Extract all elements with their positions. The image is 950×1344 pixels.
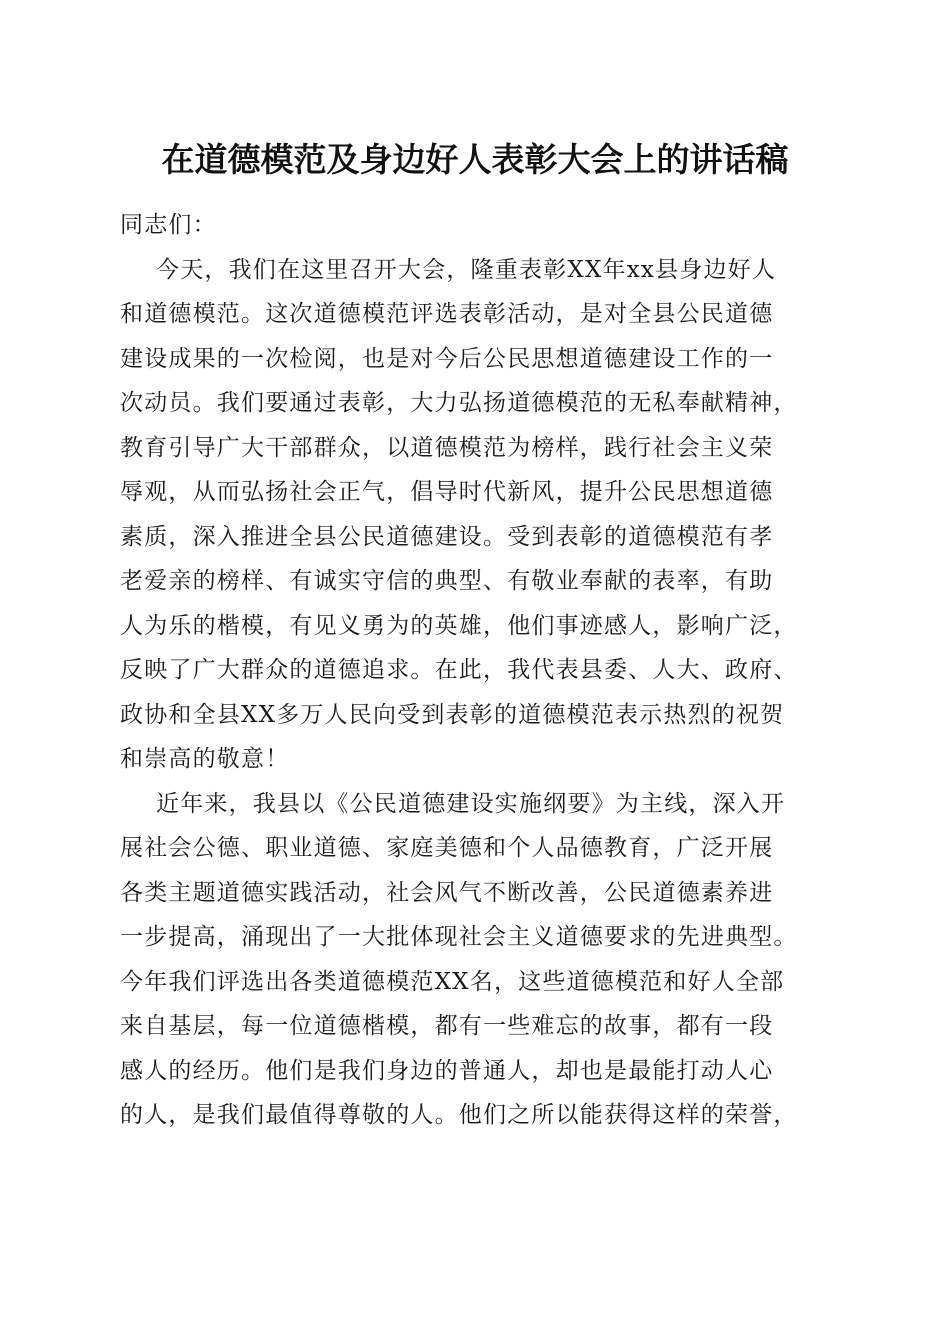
paragraph-line: 建设成果的一次检阅，也是对今后公民思想道德建设工作的一: [120, 345, 774, 372]
paragraph-line: 来自基层，每一位道德楷模，都有一些难忘的故事，都有一段: [120, 1013, 774, 1039]
paragraph-line: 今天，我们在这里召开大会，隆重表彰XX年xx县身边好人: [156, 256, 777, 283]
paragraph-line: 一步提高，涌现出了一大批体现社会主义道德要求的先进典型。: [120, 924, 798, 950]
paragraph-line: 近年来，我县以《公民道德建设实施纲要》为主线，深入开: [156, 790, 786, 817]
paragraph-line: 和崇高的敬意！: [120, 746, 290, 772]
paragraph-line: 的人，是我们最值得尊敬的人。他们之所以能获得这样的荣誉，: [120, 1102, 798, 1128]
paragraph-line: 今年我们评选出各类道德模范XX名，这些道德模范和好人全部: [120, 968, 785, 995]
paragraph-2: [120, 782, 835, 1138]
paragraph-line: 和道德模范。这次道德模范评选表彰活动，是对全县公民道德: [120, 301, 774, 327]
paragraph-line: 教育引导广大干部群众，以道德模范为榜样，践行社会主义荣: [120, 434, 774, 461]
paragraph-line: 展社会公德、职业道德、家庭美德和个人品德教育，广泛开展: [120, 835, 774, 861]
salutation: 同志们：: [120, 212, 217, 238]
paragraph-line: 各类主题道德实践活动，社会风气不断改善，公民道德素养进: [120, 879, 774, 906]
paragraph-line: 反映了广大群众的道德追求。在此，我代表县委、人大、政府、: [120, 657, 798, 683]
paragraph-line: 辱观，从而弘扬社会正气，倡导时代新风，提升公民思想道德: [120, 479, 774, 505]
paragraph-line: 素质，深入推进全县公民道德建设。受到表彰的道德模范有孝: [120, 523, 774, 550]
paragraph-line: 感人的经历。他们是我们身边的普通人，却也是最能打动人心: [120, 1057, 774, 1084]
document-body: [120, 203, 835, 1138]
paragraph-line: 老爱亲的榜样、有诚实守信的典型、有敬业奉献的表率，有助: [120, 568, 774, 594]
paragraph-1: [120, 248, 835, 782]
paragraph-line: 政协和全县XX多万人民向受到表彰的道德模范表示热烈的祝贺: [120, 701, 785, 728]
paragraph-line: 次动员。我们要通过表彰，大力弘扬道德模范的无私奉献精神，: [120, 390, 798, 416]
document-title: 在道德模范及身边好人表彰大会上的讲话稿: [161, 140, 789, 179]
paragraph-line: 人为乐的楷模，有见义勇为的英雄，他们事迹感人，影响广泛，: [120, 612, 798, 639]
